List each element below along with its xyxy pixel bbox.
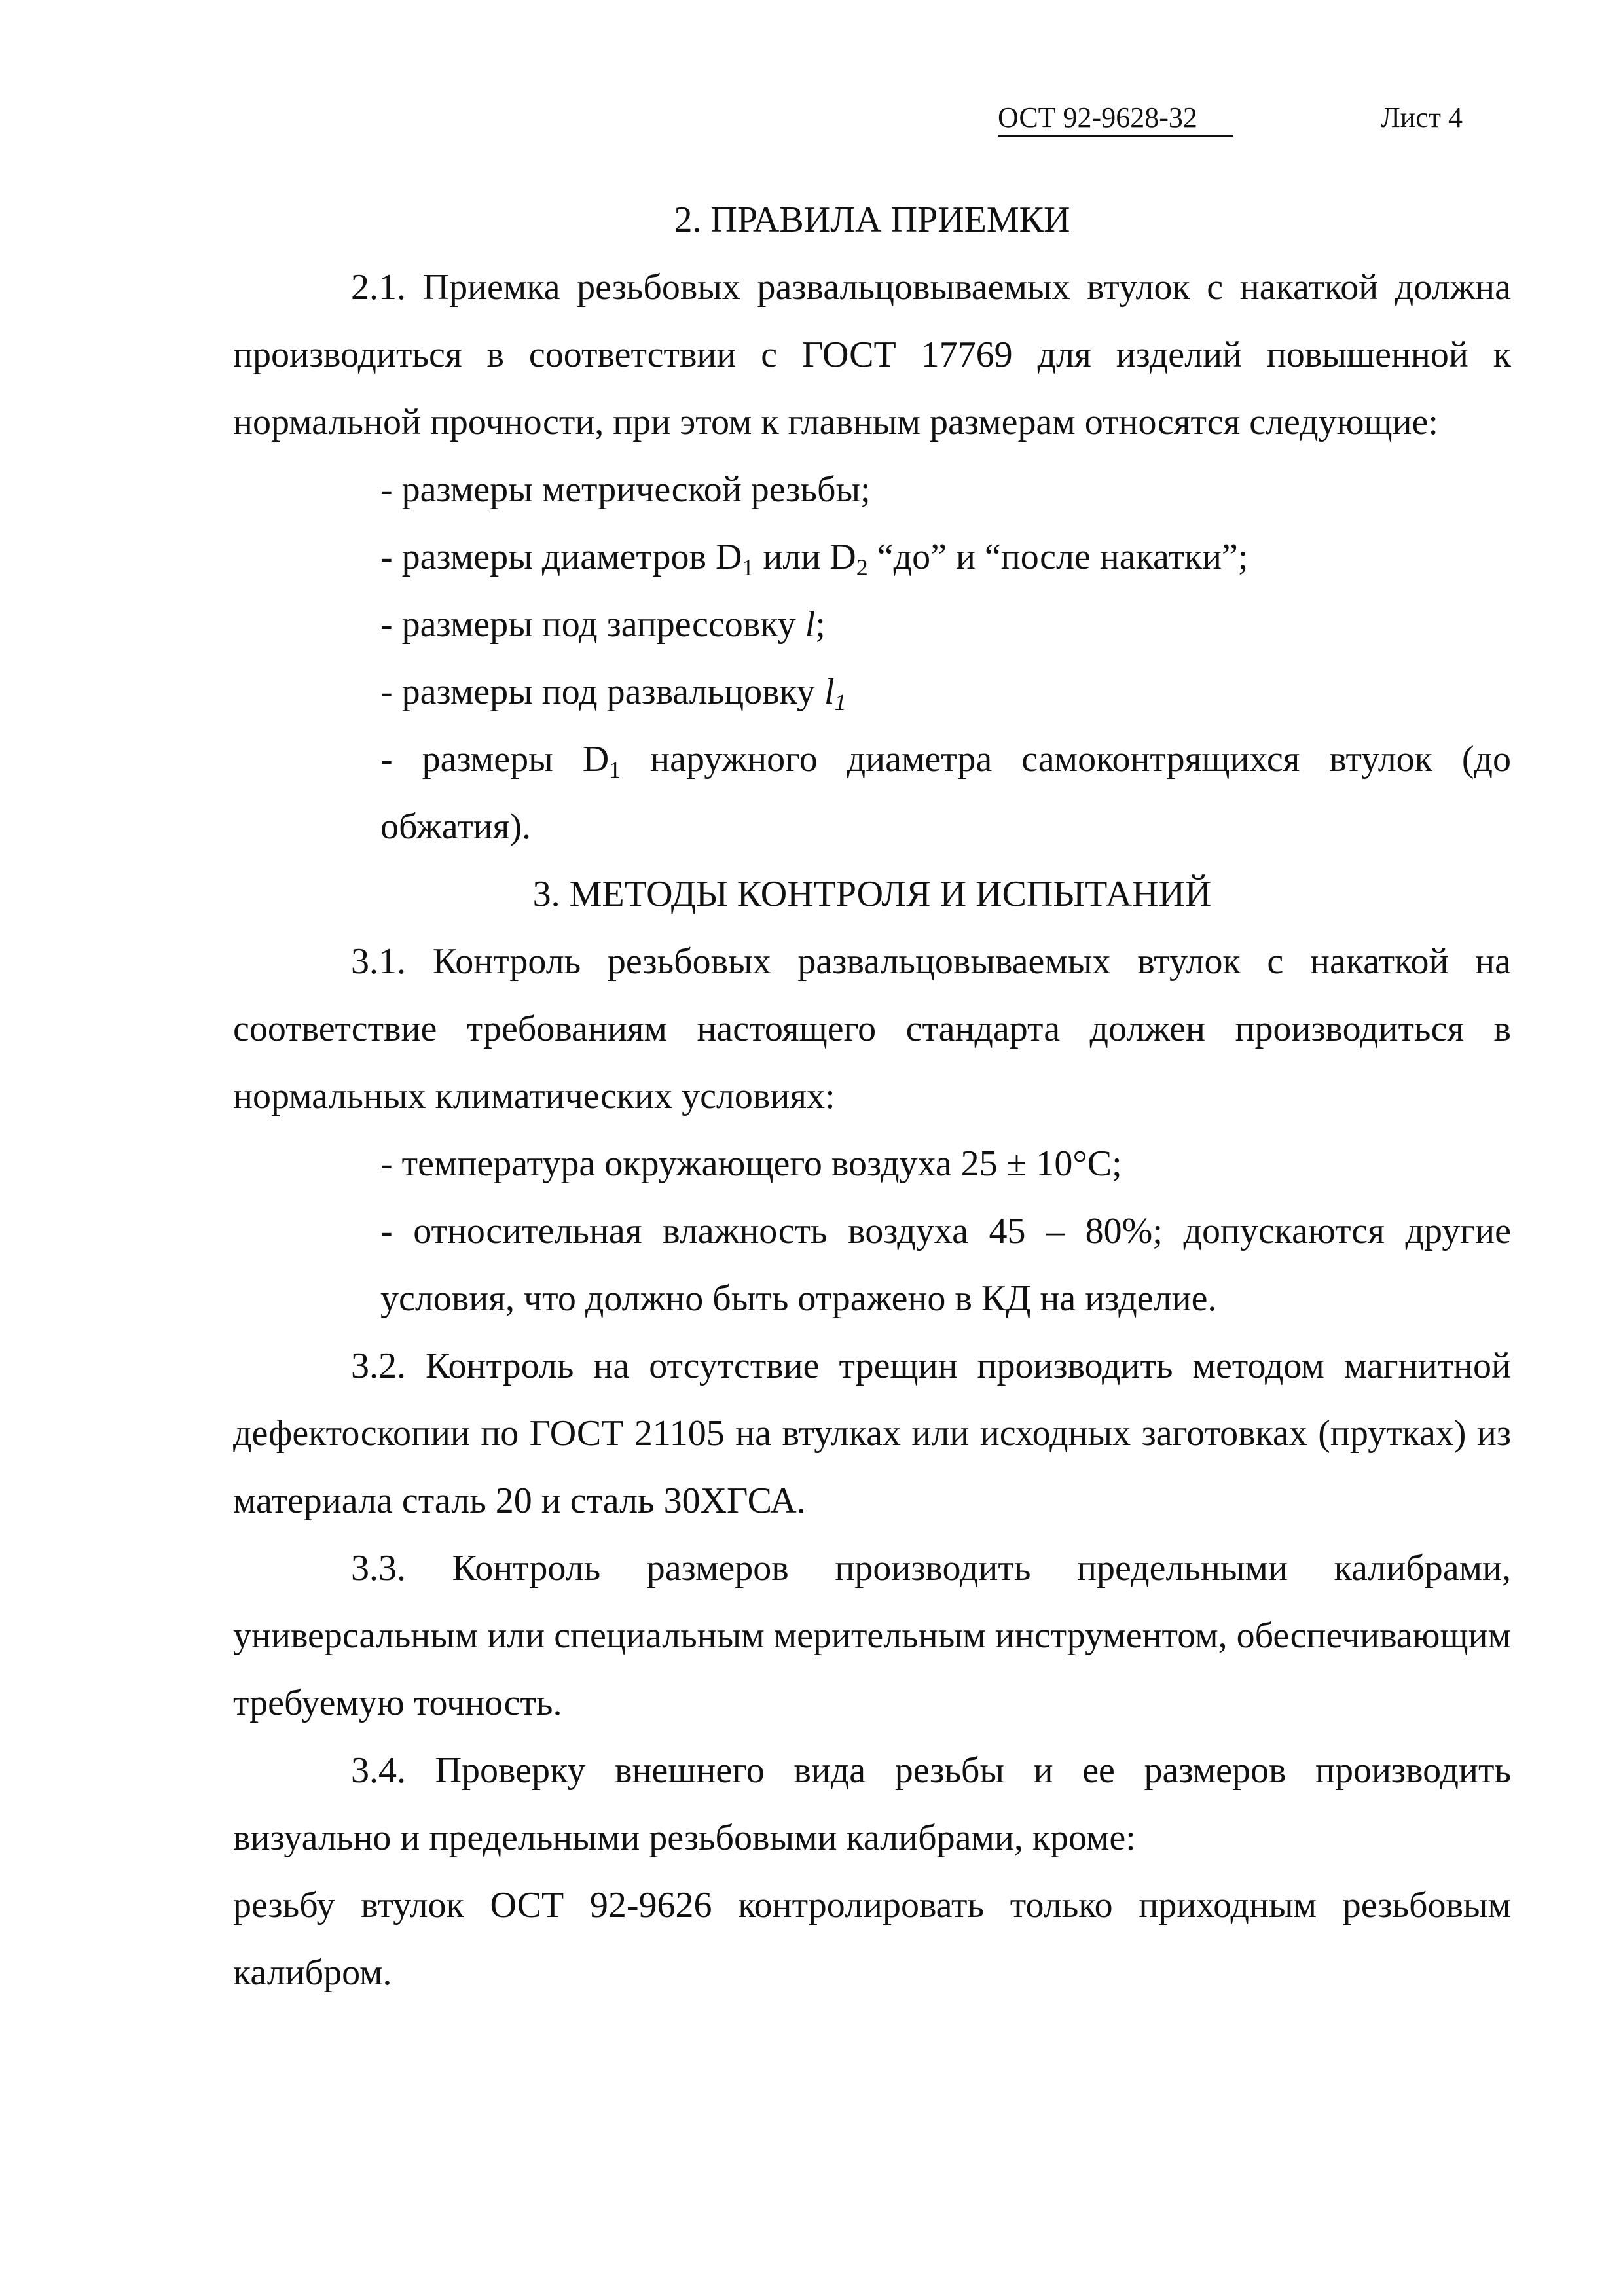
sheet-number: Лист 4 [1380,101,1463,134]
subscript-1b: 1 [609,757,621,783]
paragraph-3-3: 3.3. Контроль размеров производить предельными калибрами, универсальным или специальным мерительным инструментом, обеспечивающим требуемую точность. [233,1548,1511,1723]
subscript-2: 2 [856,554,868,581]
variable-l1: l [824,672,835,712]
list-item-outer-diameter-text-b: наружного диаметра самоконтрящихся втулок (до обжатия). [380,739,1511,847]
section-2-title: 2. ПРАВИЛА ПРИЕМКИ [674,200,1070,240]
list-item-diameters-text-b: или D [754,537,856,577]
list-item-diameters [380,524,1511,591]
document-code-underline [998,135,1233,137]
list-item-press-fit [380,591,1511,658]
variable-l1-subscript-text: 1 [834,689,847,715]
list-item-flaring [380,658,1511,726]
list-item-outer-diameter-text-a: - размеры D [380,739,610,780]
list-item-press-fit-end: ; [815,604,826,645]
subscript-1: 1 [742,554,754,581]
list-item-thread-sizes: - размеры метрической резьбы; [380,469,871,510]
paragraph-2-1: 2.1. Приемка резьбовых развальцовываемых втулок с накаткой должна производиться в соответствии с ГОСТ 17769 для изделий повышенной к нормальной прочности, при этом к главным размерам относятся следующие: [233,267,1511,442]
section-3-title: 3. МЕТОДЫ КОНТРОЛЯ И ИСПЫТАНИЙ [532,874,1212,914]
variable-l: l [805,604,816,645]
list-item-flaring-text: - размеры под развальцовку [380,672,824,712]
paragraph-3-4-continuation: резьбу втулок ОСТ 92-9626 контролировать только приходным резьбовым калибром. [233,1885,1511,1993]
list-item-temperature: - температура окружающего воздуха 25 ± 10°С; [380,1143,1122,1184]
document-code: ОСТ 92-9628-32 [998,101,1197,134]
paragraph-3-1: 3.1. Контроль резьбовых развальцовываемых втулок с накаткой на соответствие требованиям настоящего стандарта должен производиться в нормальных климатических условиях: [233,941,1511,1117]
list-item-outer-diameter [380,726,1511,861]
list-item-press-fit-text: - размеры под запрессовку [380,604,805,645]
list-item-diameters-text-a: - размеры диаметров D [380,537,742,577]
list-item-humidity: - относительная влажность воздуха 45 – 80%; допускаются другие условия, что должно быть отражено в КД на изделие. [380,1211,1511,1319]
document-body [233,187,1511,2007]
list-item-diameters-text-c: “до” и “после накатки”; [867,537,1249,577]
variable-l1-subscript [835,689,847,715]
paragraph-3-2: 3.2. Контроль на отсутствие трещин производить методом магнитной дефектоскопии по ГОСТ 21105 на втулках или исходных заготовках (прутках) из материала сталь 20 и сталь 30ХГСА. [233,1346,1511,1521]
paragraph-3-4: 3.4. Проверку внешнего вида резьбы и ее размеров производить визуально и предельными резьбовыми калибрами, кроме: [233,1750,1511,1858]
